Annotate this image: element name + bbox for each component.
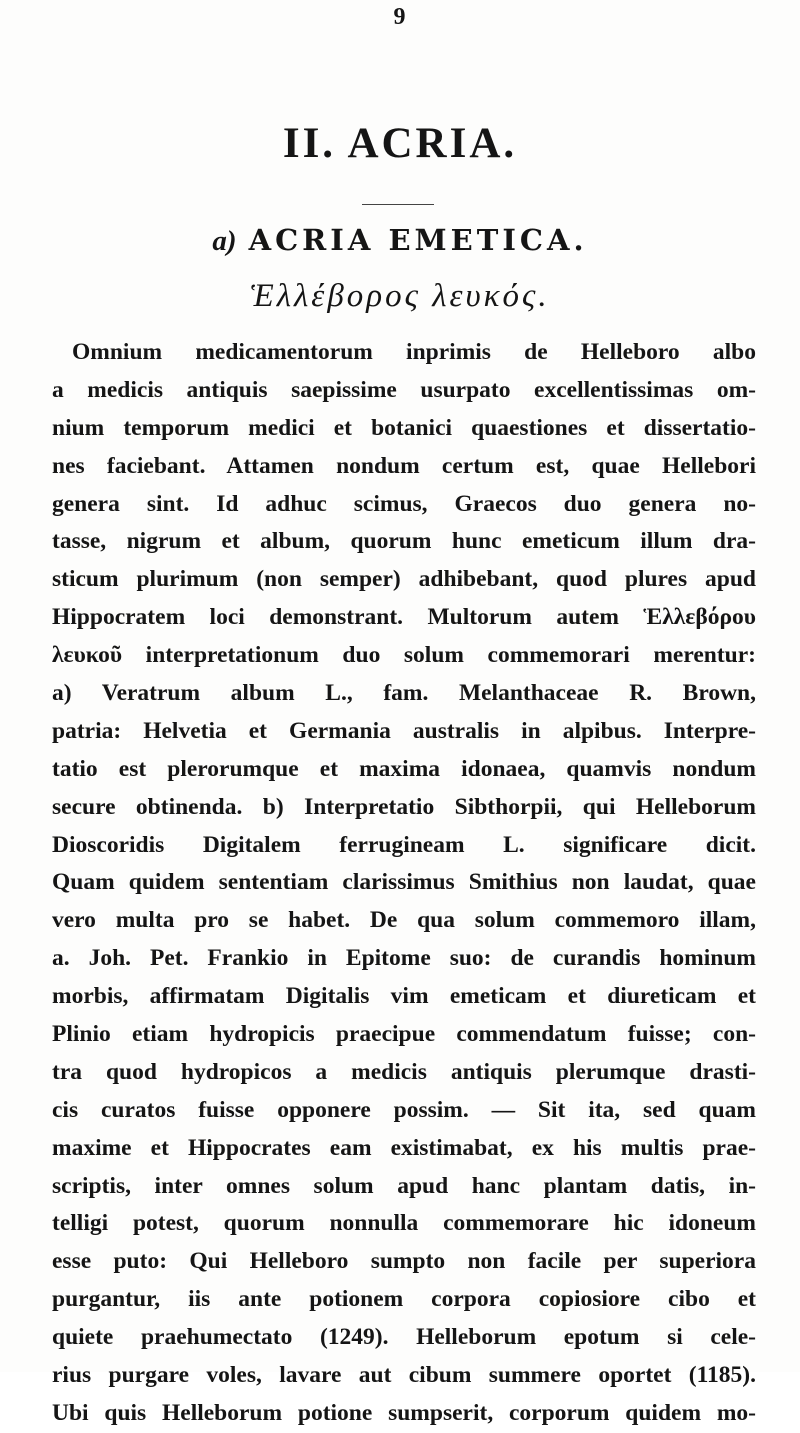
section-label: a) (212, 225, 237, 257)
chapter-title: II. ACRIA. (282, 120, 518, 167)
text-line: maxime et Hippocrates eam existimabat, ex his multis prae- (52, 1134, 756, 1161)
greek-heading: Ἑλλέβορος λευκός. (250, 278, 550, 314)
text-line: nes faciebant. Attamen nondum certum est, quae Hellebori (52, 452, 756, 479)
page-number: 9 (393, 4, 407, 30)
text-line: genera sint. Id adhuc scimus, Graecos duo genera no- (52, 490, 756, 517)
text-line: telligi potest, quorum nonnulla commemorare hic idoneum (52, 1210, 756, 1237)
text-line: morbis, affirmatam Digitalis vim emeticam et diureticam et (52, 983, 756, 1010)
text-line: λευκοῦ interpretationum duo solum commemorari merentur: (52, 642, 756, 669)
chapter-divider (362, 204, 434, 205)
text-line: Plinio etiam hydropicis praecipue commendatum fuisse; con- (52, 1021, 756, 1048)
section-heading: ACRIA EMETICA. (248, 223, 588, 257)
text-line: a) Veratrum album L., fam. Melanthaceae R. Brown, (52, 680, 756, 707)
text-line: tasse, nigrum et album, quorum hunc emeticum illum dra- (52, 528, 756, 555)
text-line: esse puto: Qui Helleboro sumpto non facile per superiora (52, 1248, 756, 1275)
text-line: nium temporum medici et botanici quaestiones et dissertatio- (52, 414, 756, 441)
text-line: patria: Helvetia et Germania australis in alpibus. Interpre- (52, 717, 756, 744)
text-line: Omnium medicamentorum inprimis de Helleboro albo (72, 339, 756, 365)
text-line: Dioscoridis Digitalem ferrugineam L. significare dicit. (52, 831, 756, 858)
text-line: Quam quidem sententiam clarissimus Smithius non laudat, quae (52, 869, 756, 896)
text-line: tra quod hydropicos a medicis antiquis plerumque drasti- (52, 1058, 756, 1085)
text-line: Hippocratem loci demonstrant. Multorum autem Ἑλλεβόρου (52, 604, 756, 631)
text-line: sticum plurimum (non semper) adhibebant, quod plures apud (52, 566, 756, 593)
text-line: a medicis antiquis saepissime usurpato excellentissimas om- (52, 376, 756, 403)
text-line: secure obtinenda. b) Interpretatio Sibthorpii, qui Helleborum (52, 793, 756, 820)
text-line: quiete praehumectato (1249). Helleborum epotum si cele- (52, 1324, 756, 1351)
text-line: vero multa pro se habet. De qua solum commemoro illam, (52, 907, 756, 934)
text-line: tatio est plerorumque et maxima idonaea, quamvis nondum (52, 755, 756, 782)
body-text (52, 334, 756, 1433)
text-line: cis curatos fuisse opponere possim. — Sit ita, sed quam (52, 1096, 756, 1123)
text-line: scriptis, inter omnes solum apud hanc plantam datis, in- (52, 1172, 756, 1199)
section-title (0, 223, 800, 257)
text-line: a. Joh. Pet. Frankio in Epitome suo: de curandis hominum (52, 945, 756, 972)
text-line: rius purgare voles, lavare aut cibum summere oportet (1185). (52, 1362, 756, 1389)
text-line: purgantur, iis ante potionem corpora copiosiore cibo et (52, 1286, 756, 1313)
text-line: Ubi quis Helleborum potione sumpserit, corporum quidem mo- (52, 1399, 756, 1426)
